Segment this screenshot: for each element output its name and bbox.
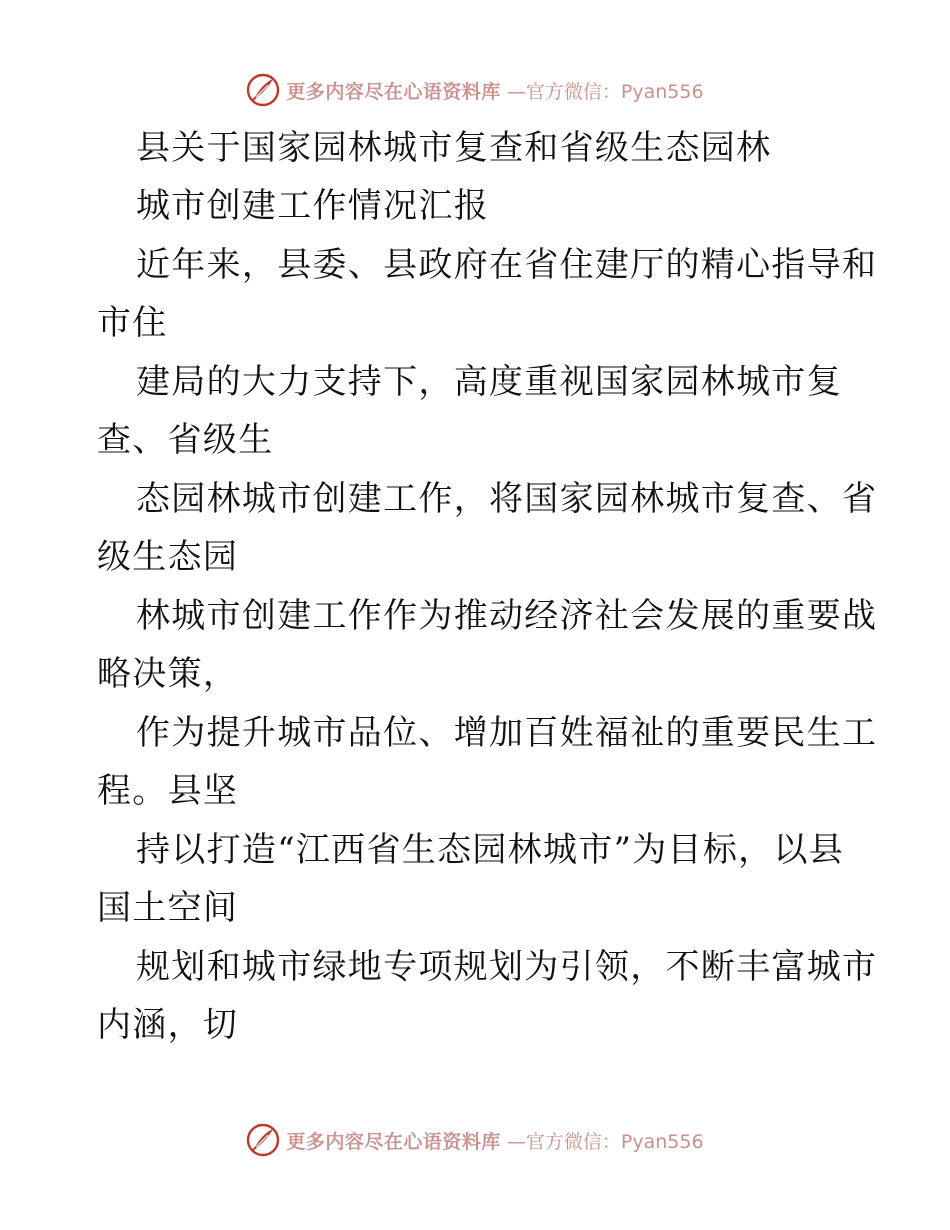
watermark-contact-text: —官方微信：Pyan556 [506,80,704,103]
paragraph-line: 程。县坚 [97,771,239,811]
paragraph-line: 持以打造“江西省生态园林城市”为目标，以县 [136,830,845,870]
watermark-brand-text: 更多内容尽在心语资料库 [286,1130,501,1153]
red-feather-logo-icon [246,1123,280,1157]
paragraph-line: 作为提升城市品位、增加百姓福祉的重要民生工 [136,713,878,753]
paragraph-line: 近年来，县委、县政府在省住建厅的精心指导和 [136,245,878,285]
document-title-line-1: 县关于国家园林城市复查和省级生态园林 [136,128,772,168]
paragraph-line: 国土空间 [97,888,239,928]
footer-watermark [0,1120,950,1160]
paragraph-line: 市住 [97,303,168,343]
paragraph-line: 态园林城市创建工作，将国家园林城市复查、省 [136,479,878,519]
paragraph-line: 查、省级生 [97,420,274,460]
document-title-line-2: 城市创建工作情况汇报 [136,186,489,226]
header-watermark [0,70,950,110]
paragraph-line: 内涵，切 [97,1005,239,1045]
paragraph-line: 建局的大力支持下，高度重视国家园林城市复 [136,362,842,402]
watermark-brand-text: 更多内容尽在心语资料库 [286,80,501,103]
paragraph-line: 级生态园 [97,537,239,577]
red-feather-logo-icon [246,73,280,107]
paragraph-line: 规划和城市绿地专项规划为引领，不断丰富城市 [136,947,878,987]
paragraph-line: 略决策， [97,654,239,694]
watermark-contact-text: —官方微信：Pyan556 [506,1130,704,1153]
paragraph-line: 林城市创建工作作为推动经济社会发展的重要战 [136,596,878,636]
